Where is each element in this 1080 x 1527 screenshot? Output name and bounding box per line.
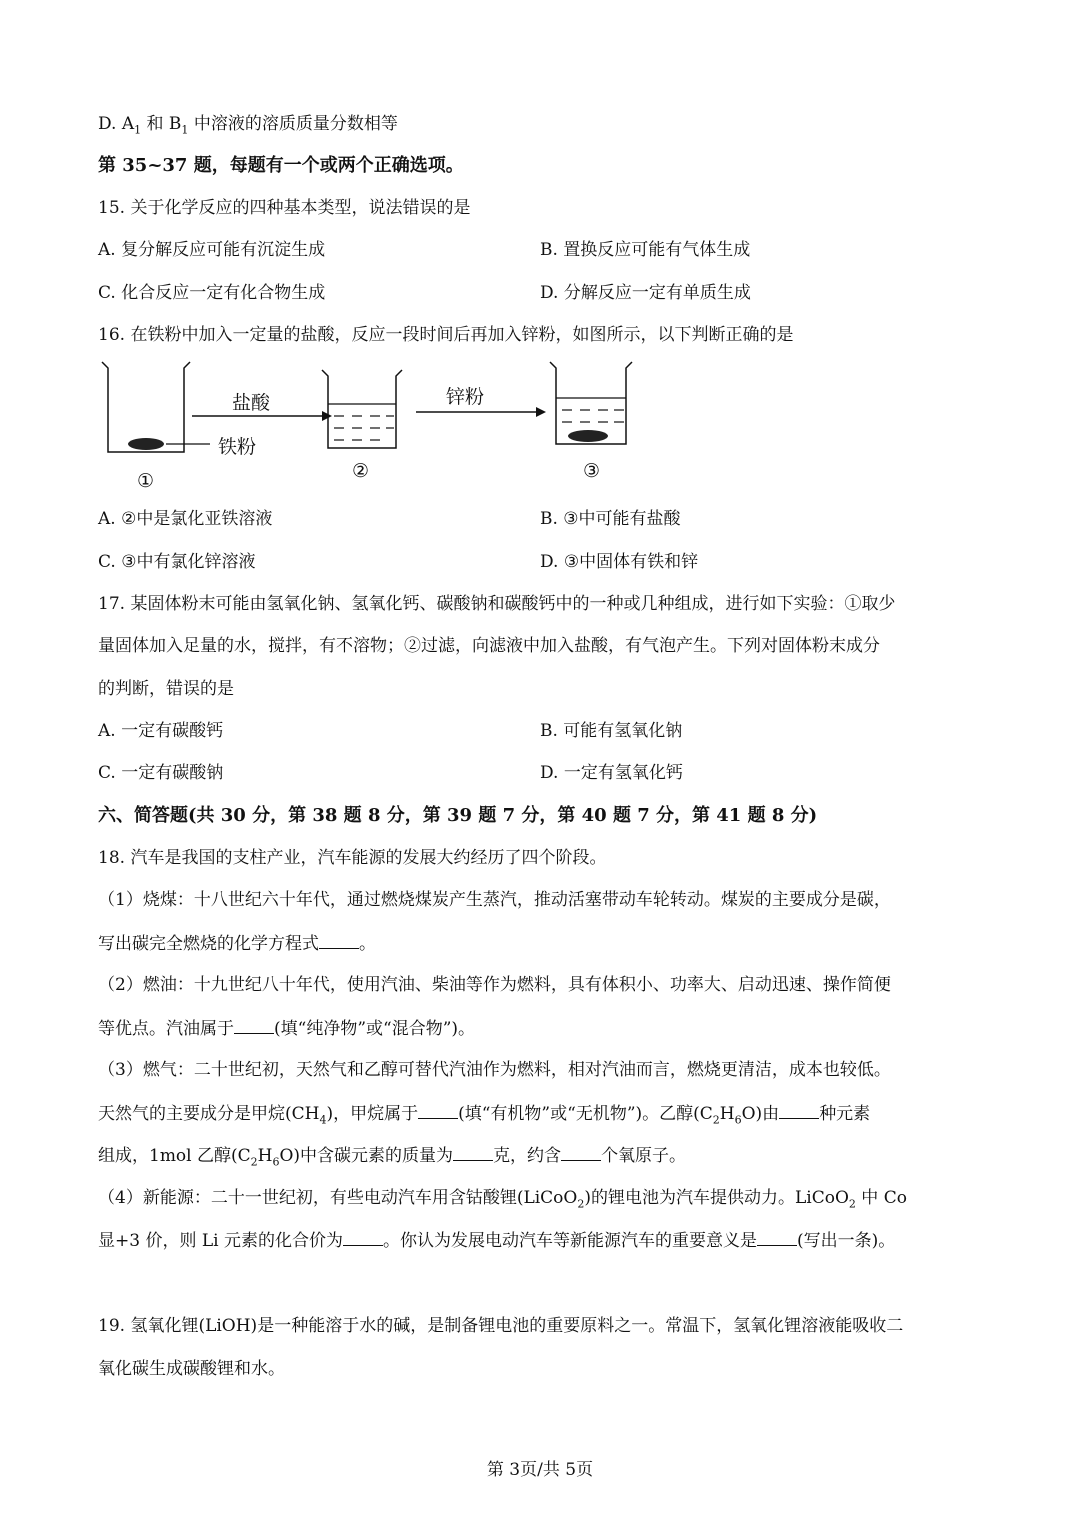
text: （4）新能源：二十一世纪初，有些电动汽车用含钴酸锂(LiCoO <box>98 1188 578 1208</box>
solid-powder <box>568 430 608 442</box>
text: 等优点。汽油属于 <box>98 1019 234 1039</box>
q19-line-1: 19. 氢氧化锂(LiOH)是一种能溶于水的碱，是制备锂电池的重要原料之一。常温下，氢氧化锂溶液能吸收二 <box>98 1316 904 1336</box>
text: 克，约含 <box>493 1146 562 1166</box>
q16-stem: 16. 在铁粉中加入一定量的盐酸，反应一段时间后再加入锌粉，如图所示，以下判断正确的是 <box>98 325 794 345</box>
liquid-3 <box>556 398 626 422</box>
subscript: 2 <box>577 1197 585 1211</box>
q17-option-a: A. 一定有碳酸钙 <box>98 721 224 741</box>
subscript: 6 <box>272 1155 280 1169</box>
text: 。 <box>359 934 376 954</box>
text: 和 B <box>141 114 182 134</box>
q16-figure <box>100 360 660 500</box>
q16-option-d: D. ③中固体有铁和锌 <box>540 552 699 572</box>
q14-option-d <box>98 112 984 136</box>
beaker-2 <box>322 370 402 448</box>
text: )，甲烷属于 <box>326 1104 419 1124</box>
answer-blank[interactable] <box>779 1101 819 1119</box>
subscript: 2 <box>250 1155 258 1169</box>
q18-p1-line2 <box>98 931 984 956</box>
q18-p2-line2 <box>98 1016 984 1041</box>
text: 显+3 价，则 Li 元素的化合价为 <box>98 1231 343 1251</box>
q16-option-b: B. ③中可能有盐酸 <box>540 509 681 529</box>
text: 种元素 <box>819 1104 871 1124</box>
q18-p1-line1: （1）烧煤：十八世纪六十年代，通过燃烧煤炭产生蒸汽，推动活塞带动车轮转动。煤炭的主要成分是碳， <box>98 890 891 910</box>
text: 中 Co <box>855 1188 907 1208</box>
liquid-2 <box>328 404 396 440</box>
label-iron: 铁粉 <box>218 436 257 458</box>
arrow-acid-head <box>322 411 332 421</box>
answer-blank[interactable] <box>234 1016 274 1034</box>
text: O)由 <box>741 1104 780 1124</box>
q15-option-d: D. 分解反应一定有单质生成 <box>540 283 751 303</box>
q18-stem: 18. 汽车是我国的支柱产业，汽车能源的发展大约经历了四个阶段。 <box>98 848 607 868</box>
text: D. A <box>98 114 135 134</box>
q18-p2-line1: （2）燃油：十九世纪八十年代，使用汽油、柴油等作为燃料，具有体积小、功率大、启动迅速、操作简便 <box>98 975 891 995</box>
text: 组成，1mol 乙醇(C <box>98 1146 251 1166</box>
q15-option-b: B. 置换反应可能有气体生成 <box>540 240 751 260</box>
text: (填“有机物”或“无机物”)。乙醇(C <box>458 1104 713 1124</box>
arrow-zinc-head <box>536 407 546 417</box>
q17-option-d: D. 一定有氢氧化钙 <box>540 763 683 783</box>
beaker-label-1: ① <box>137 470 155 492</box>
q16-option-a: A. ②中是氯化亚铁溶液 <box>98 509 273 529</box>
subscript: 6 <box>734 1113 742 1127</box>
q15-stem: 15. 关于化学反应的四种基本类型，说法错误的是 <box>98 198 471 218</box>
text: (填“纯净物”或“混合物”)。 <box>274 1019 476 1039</box>
q17-line-2: 量固体加入足量的水，搅拌，有不溶物；②过滤，向滤液中加入盐酸，有气泡产生。下列对固体粉末成分 <box>98 636 880 656</box>
subscript: 2 <box>712 1113 720 1127</box>
answer-blank[interactable] <box>757 1228 797 1246</box>
answer-blank[interactable] <box>319 931 359 949</box>
subscript: 4 <box>319 1113 327 1127</box>
text: (写出一条)。 <box>797 1231 896 1251</box>
q17-option-b: B. 可能有氢氧化钠 <box>540 721 683 741</box>
text: )的锂电池为汽车提供动力。LiCoO <box>584 1188 849 1208</box>
page-footer: 第 3页/共 5页 <box>486 1460 594 1480</box>
text: 。你认为发展电动汽车等新能源汽车的重要意义是 <box>383 1231 757 1251</box>
section-6-title: 六、简答题(共 30 分，第 38 题 8 分，第 39 题 7 分，第 40 题 7 分，第 41 题 8 分) <box>98 805 818 826</box>
text: 个氧原子。 <box>601 1146 687 1166</box>
answer-blank[interactable] <box>343 1228 383 1246</box>
q16-option-c: C. ③中有氯化锌溶液 <box>98 552 256 572</box>
subscript: 1 <box>181 123 189 137</box>
text: H <box>719 1104 735 1124</box>
q17-line-1: 17. 某固体粉末可能由氢氧化钠、氢氧化钙、碳酸钠和碳酸钙中的一种或几种组成，进行如下实验：①取少 <box>98 594 896 614</box>
q18-p4-line1 <box>98 1186 984 1210</box>
beaker-label-3: ③ <box>583 460 601 482</box>
q19-line-2: 氧化碳生成碳酸锂和水。 <box>98 1359 285 1379</box>
q18-p3-line1: （3）燃气：二十世纪初，天然气和乙醇可替代汽油作为燃料，相对汽油而言，燃烧更清洁，成本也较低。 <box>98 1060 891 1080</box>
q15-option-c: C. 化合反应一定有化合物生成 <box>98 283 326 303</box>
q18-p3-line3 <box>98 1143 984 1168</box>
q18-p3-line2 <box>98 1101 984 1126</box>
answer-blank[interactable] <box>561 1143 601 1161</box>
iron-powder <box>128 438 164 450</box>
label-zinc: 锌粉 <box>446 386 485 408</box>
text: H <box>257 1146 273 1166</box>
text: 天然气的主要成分是甲烷(CH <box>98 1104 320 1124</box>
text: 写出碳完全燃烧的化学方程式 <box>98 934 319 954</box>
subscript: 1 <box>134 123 142 137</box>
q18-p4-line2 <box>98 1228 984 1253</box>
subscript: 2 <box>848 1197 856 1211</box>
q17-option-c: C. 一定有碳酸钠 <box>98 763 224 783</box>
answer-blank[interactable] <box>453 1143 493 1161</box>
section-note: 第 35~37 题，每题有一个或两个正确选项。 <box>98 155 464 176</box>
text: O)中含碳元素的质量为 <box>279 1146 454 1166</box>
q15-option-a: A. 复分解反应可能有沉淀生成 <box>98 240 326 260</box>
answer-blank[interactable] <box>418 1101 458 1119</box>
label-acid: 盐酸 <box>232 392 271 414</box>
q17-line-3: 的判断，错误的是 <box>98 679 234 699</box>
text: 中溶液的溶质质量分数相等 <box>188 114 398 134</box>
beaker-label-2: ② <box>352 460 370 482</box>
